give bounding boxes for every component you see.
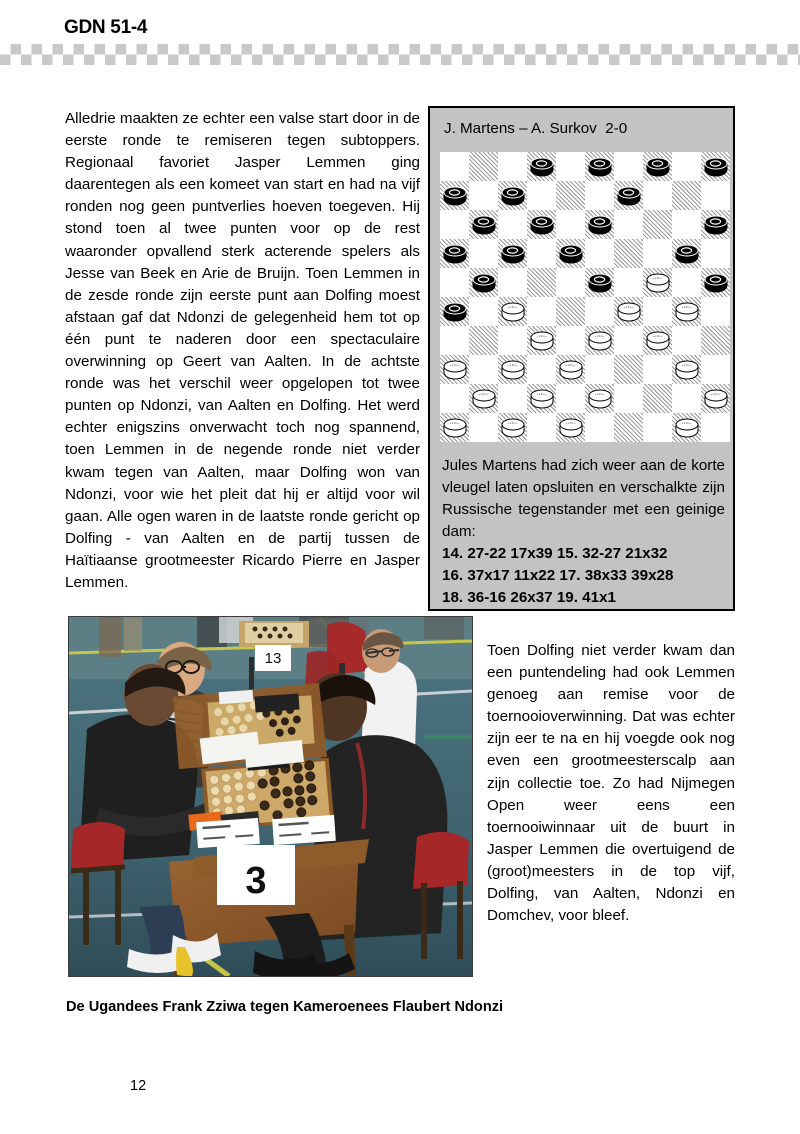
- board-square-light: [527, 355, 556, 384]
- piece-top: [704, 389, 727, 401]
- piece-top: [588, 331, 611, 343]
- board-square-dark: [585, 268, 614, 297]
- black-piece-icon: [443, 186, 466, 205]
- board-square-light: [643, 413, 672, 442]
- white-piece-icon: [501, 418, 524, 437]
- board-square-dark: [643, 152, 672, 181]
- board-square-dark: [643, 326, 672, 355]
- board-square-light: [701, 181, 730, 210]
- white-piece-icon: [588, 389, 611, 408]
- black-piece-icon: [530, 215, 553, 234]
- board-square-light: [498, 384, 527, 413]
- piece-top: [472, 273, 495, 285]
- black-piece-icon: [530, 157, 553, 176]
- board-square-light: [469, 239, 498, 268]
- piece-top: [675, 302, 698, 314]
- piece-top: [501, 360, 524, 372]
- tournament-photo: [68, 616, 473, 977]
- board-square-light: [440, 268, 469, 297]
- board-square-dark: [585, 152, 614, 181]
- piece-top: [559, 360, 582, 372]
- board-square-dark: [469, 326, 498, 355]
- piece-top: [675, 360, 698, 372]
- piece-top: [588, 215, 611, 227]
- board-square-dark: [701, 210, 730, 239]
- black-piece-icon: [472, 215, 495, 234]
- board-square-light: [469, 181, 498, 210]
- white-piece-icon: [559, 418, 582, 437]
- checkerboard-band-icon: [0, 44, 800, 65]
- board-square-light: [701, 239, 730, 268]
- piece-top: [559, 418, 582, 430]
- board-square-dark: [672, 181, 701, 210]
- board-square-light: [469, 413, 498, 442]
- piece-top: [704, 215, 727, 227]
- board-square-light: [585, 239, 614, 268]
- board-square-dark: [614, 297, 643, 326]
- board-square-light: [440, 326, 469, 355]
- board-square-dark: [643, 268, 672, 297]
- background-table-number: 13: [264, 650, 282, 667]
- board-square-dark: [498, 355, 527, 384]
- white-piece-icon: [530, 389, 553, 408]
- board-square-dark: [672, 355, 701, 384]
- piece-top: [443, 418, 466, 430]
- board-square-light: [556, 326, 585, 355]
- board-square-dark: [469, 152, 498, 181]
- white-piece-icon: [675, 302, 698, 321]
- board-square-dark: [614, 181, 643, 210]
- board-square-dark: [585, 210, 614, 239]
- board-square-light: [614, 152, 643, 181]
- board-square-dark: [643, 210, 672, 239]
- board-square-dark: [701, 384, 730, 413]
- board-square-dark: [701, 268, 730, 297]
- board-square-dark: [527, 384, 556, 413]
- white-piece-icon: [443, 360, 466, 379]
- white-piece-icon: [646, 273, 669, 292]
- black-piece-icon: [501, 244, 524, 263]
- article-paragraph-right: Toen Dolfing niet verder kwam dan een puntendeling had ook Lemmen genoeg aan remise voor de toernooioverwinning. Dat was echter zijn eer te na en hij voegde ook nog even een grootmeesterscalp aan zijn collectie toe. Zo had Nijmegen Open weer eens een toernooiwinnaar uit de buurt in Jasper Lemmen die overtuigend de (groot)meesters in de top vijf, Dolfing, van Aalten, Ndonzi en Domchev, voor bleef.: [487, 642, 735, 925]
- move-line: 14. 27-22 17x39 15. 32-27 21x32: [442, 545, 668, 562]
- piece-top: [501, 418, 524, 430]
- board-square-dark: [527, 152, 556, 181]
- black-piece-icon: [588, 273, 611, 292]
- board-square-dark: [440, 181, 469, 210]
- black-piece-icon: [704, 273, 727, 292]
- white-piece-icon: [501, 302, 524, 321]
- piece-top: [646, 157, 669, 169]
- board-square-light: [585, 297, 614, 326]
- piece-top: [530, 389, 553, 401]
- board-square-dark: [701, 152, 730, 181]
- board-square-dark: [672, 239, 701, 268]
- piece-top: [704, 273, 727, 285]
- black-piece-icon: [443, 244, 466, 263]
- piece-top: [472, 389, 495, 401]
- photo-caption: De Ugandees Frank Zziwa tegen Kameroenees Flaubert Ndonzi: [66, 999, 504, 1015]
- board-square-light: [643, 297, 672, 326]
- white-piece-icon: [501, 360, 524, 379]
- board-square-dark: [701, 326, 730, 355]
- board-square-light: [614, 384, 643, 413]
- foreground-table-number: 3: [245, 860, 267, 902]
- piece-top: [443, 186, 466, 198]
- move-notation-list: [442, 543, 725, 609]
- left-text-column: [65, 108, 420, 594]
- board-square-light: [498, 326, 527, 355]
- board-square-light: [585, 355, 614, 384]
- board-square-light: [527, 181, 556, 210]
- black-piece-icon: [704, 157, 727, 176]
- board-square-light: [440, 384, 469, 413]
- page-title: GDN 51-4: [64, 17, 148, 38]
- board-square-dark: [556, 297, 585, 326]
- piece-top: [675, 418, 698, 430]
- board-square-light: [701, 413, 730, 442]
- article-paragraph-left: Alledrie maakten ze echter een valse start door in de eerste ronde te remiseren tegen subtoppers. Regionaal favoriet Jasper Lemmen ging daarentegen als een komeet van start en had na vijf ronden nog geen puntverlies hoeven toegeven. Hij stond toen al twee punten voor op de rest waaronder opvallend sterk acterende spelers als Jesse van Beek en Arie de Bruijn. Toen Lemmen in de zesde ronde zijn eerste punt aan Dolfing moest afstaan gaf dat Ndonzi de gelegenheid hem tot op één punt te naderen door een spectaculaire overwinning op Geert van Aalten. In de achtste ronde was het verschil weer opgelopen tot twee punten op Ndonzi, van Aalten en Dolfing. Het werd echter enigszins onverwacht toch nog spannend, toen Lemmen in de negende ronde niet verder kwam tegen van Aalten, maar Dolfing won van Ndonzi, voor wie het pleit dat hij er altijd voor wil gaan. Alle ogen waren in de laatste ronde gericht op Dolfing - van Aalten en de partij tussen de Haïtiaanse grootmeester Ricardo Pierre en Jasper Lemmen.: [65, 110, 420, 591]
- board-square-light: [672, 210, 701, 239]
- piece-top: [530, 157, 553, 169]
- board-square-light: [498, 268, 527, 297]
- board-square-light: [643, 239, 672, 268]
- move-line: 16. 37x17 11x22 17. 38x33 39x28: [442, 567, 674, 584]
- board-square-light: [556, 384, 585, 413]
- piece-top: [559, 244, 582, 256]
- board-square-dark: [498, 181, 527, 210]
- black-piece-icon: [588, 215, 611, 234]
- board-square-light: [498, 152, 527, 181]
- move-line: 18. 36-16 26x37 19. 41x1: [442, 589, 616, 606]
- photo-illustration: [69, 617, 472, 976]
- board-square-dark: [556, 181, 585, 210]
- board-square-light: [469, 297, 498, 326]
- piece-top: [443, 302, 466, 314]
- right-text-column: [487, 640, 735, 927]
- draughts-board: [440, 152, 730, 442]
- board-square-light: [498, 210, 527, 239]
- board-square-dark: [527, 210, 556, 239]
- white-piece-icon: [704, 389, 727, 408]
- diagram-caption-block: [442, 455, 725, 609]
- board-square-light: [556, 210, 585, 239]
- board-square-light: [527, 413, 556, 442]
- board-square-dark: [614, 355, 643, 384]
- diagram-caption-text: Jules Martens had zich weer aan de korte vleugel laten opsluiten en verschalkte zijn Russische tegenstander met een geinige dam:: [442, 457, 725, 540]
- board-square-dark: [672, 413, 701, 442]
- piece-top: [443, 360, 466, 372]
- board-square-dark: [527, 268, 556, 297]
- piece-top: [501, 302, 524, 314]
- board-square-dark: [440, 355, 469, 384]
- board-square-dark: [614, 413, 643, 442]
- black-piece-icon: [588, 157, 611, 176]
- white-piece-icon: [472, 389, 495, 408]
- piece-top: [675, 244, 698, 256]
- board-square-dark: [469, 384, 498, 413]
- board-square-dark: [469, 268, 498, 297]
- board-square-light: [701, 297, 730, 326]
- white-piece-icon: [675, 360, 698, 379]
- board-square-light: [469, 355, 498, 384]
- black-piece-icon: [704, 215, 727, 234]
- piece-top: [588, 273, 611, 285]
- board-square-light: [527, 297, 556, 326]
- white-piece-icon: [559, 360, 582, 379]
- board-square-light: [440, 210, 469, 239]
- board-square-light: [643, 181, 672, 210]
- piece-top: [704, 157, 727, 169]
- board-square-light: [672, 384, 701, 413]
- board-square-dark: [440, 239, 469, 268]
- board-square-dark: [498, 413, 527, 442]
- page-header: [0, 0, 800, 75]
- board-square-light: [614, 210, 643, 239]
- board-square-dark: [498, 297, 527, 326]
- piece-top: [646, 331, 669, 343]
- board-square-light: [614, 326, 643, 355]
- board-square-dark: [643, 384, 672, 413]
- board-square-light: [643, 355, 672, 384]
- white-piece-icon: [443, 418, 466, 437]
- board-square-dark: [614, 239, 643, 268]
- white-piece-icon: [675, 418, 698, 437]
- board-square-dark: [556, 355, 585, 384]
- piece-top: [530, 215, 553, 227]
- board-square-dark: [469, 210, 498, 239]
- piece-top: [588, 389, 611, 401]
- game-diagram-box: [428, 106, 735, 611]
- board-square-dark: [556, 413, 585, 442]
- board-square-light: [672, 152, 701, 181]
- piece-top: [588, 157, 611, 169]
- black-piece-icon: [443, 302, 466, 321]
- piece-top: [646, 273, 669, 285]
- board-square-dark: [498, 239, 527, 268]
- board-square-light: [585, 413, 614, 442]
- board-square-dark: [672, 297, 701, 326]
- board-square-light: [556, 152, 585, 181]
- piece-top: [472, 215, 495, 227]
- piece-top: [617, 186, 640, 198]
- black-piece-icon: [559, 244, 582, 263]
- board-square-light: [527, 239, 556, 268]
- white-piece-icon: [646, 331, 669, 350]
- piece-top: [617, 302, 640, 314]
- board-square-light: [672, 268, 701, 297]
- white-piece-icon: [617, 302, 640, 321]
- board-square-dark: [527, 326, 556, 355]
- board-square-light: [701, 355, 730, 384]
- board-square-dark: [556, 239, 585, 268]
- piece-top: [501, 186, 524, 198]
- piece-top: [501, 244, 524, 256]
- board-square-light: [440, 152, 469, 181]
- board-square-light: [672, 326, 701, 355]
- black-piece-icon: [617, 186, 640, 205]
- board-square-dark: [440, 297, 469, 326]
- board-square-dark: [585, 326, 614, 355]
- black-piece-icon: [646, 157, 669, 176]
- black-piece-icon: [501, 186, 524, 205]
- board-square-light: [614, 268, 643, 297]
- black-piece-icon: [675, 244, 698, 263]
- board-square-dark: [585, 384, 614, 413]
- page-number: 12: [130, 1078, 147, 1094]
- piece-top: [443, 244, 466, 256]
- board-square-light: [585, 181, 614, 210]
- game-title: J. Martens – A. Surkov 2-0: [444, 120, 628, 137]
- piece-top: [530, 331, 553, 343]
- white-piece-icon: [588, 331, 611, 350]
- white-piece-icon: [530, 331, 553, 350]
- board-square-light: [556, 268, 585, 297]
- black-piece-icon: [472, 273, 495, 292]
- board-square-dark: [440, 413, 469, 442]
